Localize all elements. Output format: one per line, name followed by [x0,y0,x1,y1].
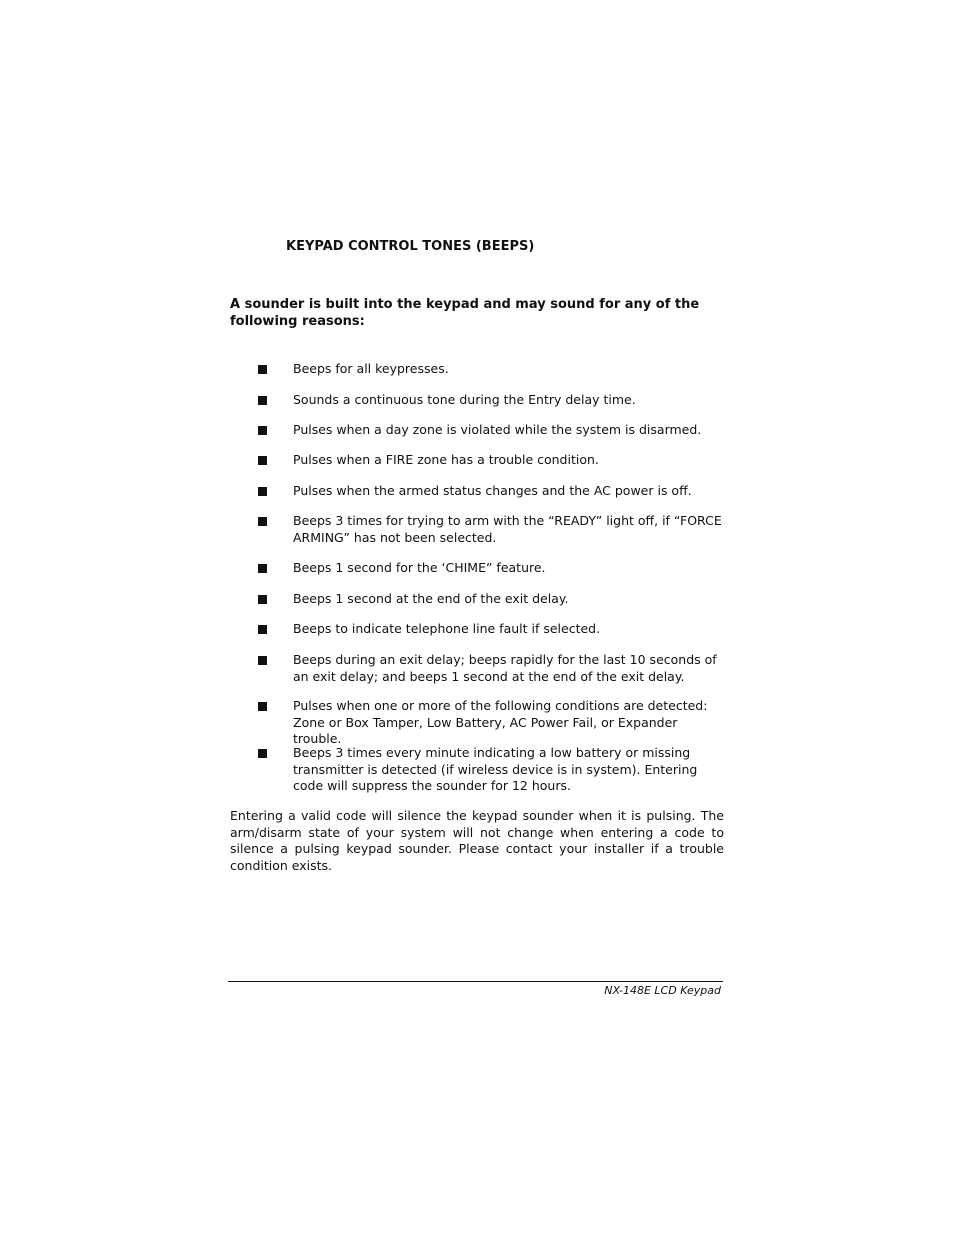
list-item-text: Beeps 3 times every minute indicating a low battery or missing transmitter is detected (if wireless device is in system). Entering code will suppress the sounder for 12 hours. [293,745,698,793]
square-bullet-icon [258,749,267,758]
page-title: KEYPAD CONTROL TONES (BEEPS) [286,239,535,254]
square-bullet-icon [258,517,267,526]
square-bullet-icon [258,625,267,634]
list-item-text: Pulses when the armed status changes and the AC power is off. [293,483,692,498]
square-bullet-icon [258,564,267,573]
footer-divider [228,981,723,982]
intro-paragraph: A sounder is built into the keypad and may sound for any of the following reasons: [230,297,700,329]
list-item-text: Beeps for all keypresses. [293,361,449,376]
list-item-text: Beeps to indicate telephone line fault if selected. [293,621,601,636]
square-bullet-icon [258,456,267,465]
list-item-text: Pulses when a day zone is violated while the system is disarmed. [293,422,702,437]
list-item-text: Beeps 3 times for trying to arm with the “READY” light off, if “FORCE ARMING” has not been selected. [293,513,722,545]
footer-model-label: NX-148E LCD Keypad [604,984,721,997]
square-bullet-icon [258,396,267,405]
list-item-text: Pulses when a FIRE zone has a trouble condition. [293,452,599,467]
square-bullet-icon [258,487,267,496]
list-item-text: Beeps during an exit delay; beeps rapidly for the last 10 seconds of an exit delay; and beeps 1 second at the end of the exit delay. [293,652,717,684]
square-bullet-icon [258,426,267,435]
list-item-text: Pulses when one or more of the following conditions are detected: Zone or Box Tamper, Low Battery, AC Power Fail, or Expander trouble. [293,698,708,746]
square-bullet-icon [258,656,267,665]
square-bullet-icon [258,702,267,711]
square-bullet-icon [258,595,267,604]
list-item-text: Sounds a continuous tone during the Entry delay time. [293,392,636,407]
closing-paragraph: Entering a valid code will silence the keypad sounder when it is pulsing. The arm/disarm state of your system will not change when entering a code to silence a pulsing keypad sounder. Please contact your installer if a trouble condition exists. [230,808,724,873]
list-item-text: Beeps 1 second at the end of the exit delay. [293,591,569,606]
list-item-text: Beeps 1 second for the ‘CHIME” feature. [293,560,546,575]
square-bullet-icon [258,365,267,374]
